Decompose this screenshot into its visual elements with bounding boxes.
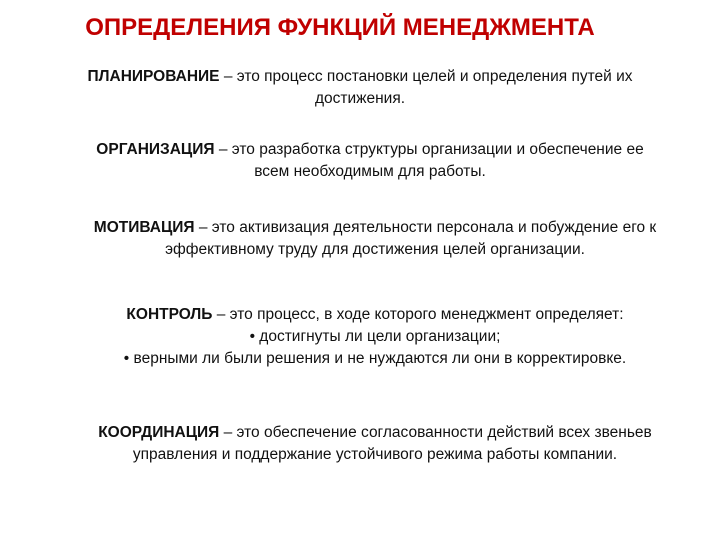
definition-organizing <box>30 139 710 183</box>
definition-coordination <box>30 422 720 466</box>
definition-line <box>30 66 690 88</box>
definition-line <box>30 217 720 239</box>
definition-term: МОТИВАЦИЯ <box>93 219 195 236</box>
definition-line <box>30 139 710 161</box>
definition-planning <box>30 66 690 110</box>
definition-bullet: • достигнуты ли цели организации; <box>249 328 501 345</box>
definition-bullet: • верными ли были решения и не нуждаются ли они в корректировке. <box>123 350 627 367</box>
definition-text: эффективному труду для достижения целей организации. <box>165 241 585 258</box>
definition-term: КОНТРОЛЬ <box>126 306 213 323</box>
definition-text: – это процесс постановки целей и определения путей их <box>219 68 633 85</box>
definition-line <box>30 422 720 444</box>
definition-text: – это процесс, в ходе которого менеджмент определяет: <box>212 306 624 323</box>
definition-text: – это разработка структуры организации и обеспечение ее <box>214 141 644 158</box>
definition-text: – это активизация деятельности персонала и побуждение его к <box>194 219 657 236</box>
definition-line <box>30 304 720 326</box>
definition-term: ПЛАНИРОВАНИЕ <box>87 68 220 85</box>
definition-term: КООРДИНАЦИЯ <box>98 424 220 441</box>
definition-text: управления и поддержание устойчивого режима работы компании. <box>132 446 618 463</box>
definition-control <box>30 304 720 370</box>
definition-term: ОРГАНИЗАЦИЯ <box>96 141 215 158</box>
slide-title: ОПРЕДЕЛЕНИЯ ФУНКЦИЙ МЕНЕДЖМЕНТА <box>85 14 595 41</box>
definition-text: – это обеспечение согласованности действий всех звеньев <box>219 424 652 441</box>
definition-text: всем необходимым для работы. <box>254 163 486 180</box>
definition-motivation <box>30 217 720 261</box>
definition-text: достижения. <box>314 90 406 107</box>
